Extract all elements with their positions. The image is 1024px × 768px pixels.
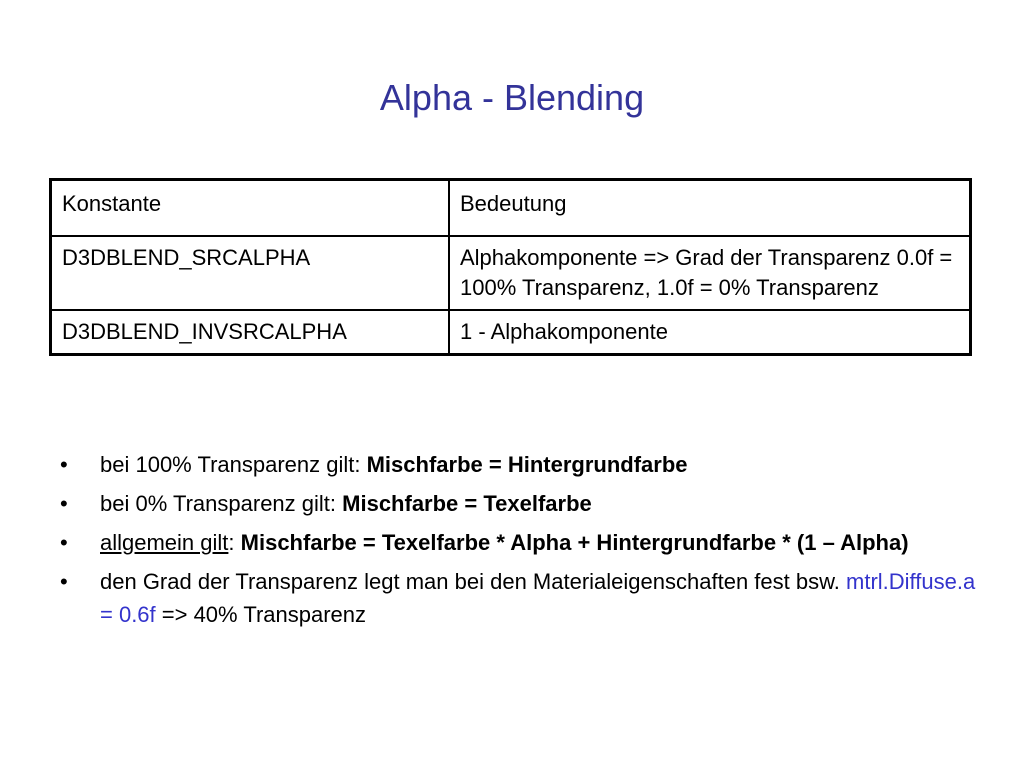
bullet-item (56, 565, 976, 631)
bullet-icon: • (60, 569, 68, 594)
bullet-item (56, 487, 976, 520)
table-cell-constant: D3DBLEND_INVSRCALPHA (51, 310, 450, 355)
bullet-icon: • (60, 452, 68, 477)
table-header-row (51, 180, 971, 237)
table-header-bedeutung: Bedeutung (449, 180, 971, 237)
bullet-bold-text: Mischfarbe = Texelfarbe (342, 491, 592, 516)
bullet-icon: • (60, 530, 68, 555)
bullet-text: bei 0% Transparenz gilt: (100, 491, 343, 516)
bullet-colon: : (228, 530, 241, 555)
bullet-underlined-text: allgemein gilt (100, 530, 229, 555)
table-row (51, 310, 971, 355)
slide-title: Alpha - Blending (379, 77, 645, 118)
table-cell-meaning (449, 236, 971, 310)
constants-table (49, 178, 972, 356)
bullet-text: den Grad der Transparenz legt man bei den Materialeigenschaften fest bsw. (100, 569, 846, 594)
table-header-konstante: Konstante (51, 180, 450, 237)
bullet-suffix-text: => 40% Transparenz (155, 602, 367, 627)
bullet-item (56, 526, 976, 559)
bullet-bold-text: Mischfarbe = Hintergrundfarbe (366, 452, 688, 477)
table-row (51, 236, 971, 310)
bullet-bold-text: Mischfarbe = Texelfarbe * Alpha + Hintergrundfarbe * (1 – Alpha) (240, 530, 909, 555)
bullet-icon: • (60, 491, 68, 516)
table-cell-meaning: 1 - Alphakomponente (449, 310, 971, 355)
table-cell-constant: D3DBLEND_SRCALPHA (51, 236, 450, 310)
bullet-list (56, 448, 976, 637)
bullet-item (56, 448, 976, 481)
meaning-text: Alphakomponente => Grad der Transparenz 0.0f = 100% Transparenz, 1.0f = 0% Transparenz (460, 245, 953, 300)
bullet-text: bei 100% Transparenz gilt: (100, 452, 367, 477)
bullet-code-text: mtrl.Diffuse.a = 0.6f (100, 569, 976, 627)
